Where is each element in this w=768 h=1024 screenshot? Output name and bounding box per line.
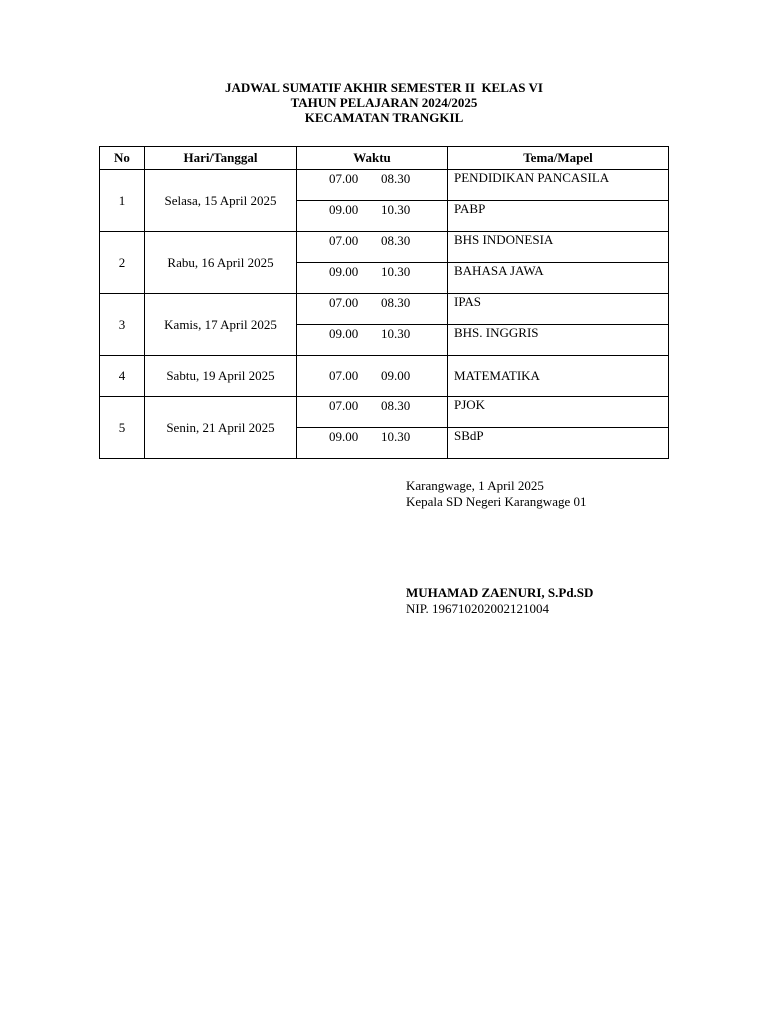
schedule-body: [100, 170, 669, 459]
row-day: Sabtu, 19 April 2025: [145, 356, 297, 397]
time-cell: [297, 170, 448, 201]
subject-cell: [448, 428, 669, 459]
subject-text: BAHASA JAWA: [454, 263, 544, 278]
subject-text: BHS INDONESIA: [454, 232, 554, 247]
row-number: 4: [100, 356, 145, 397]
time-start: 07.00: [329, 295, 359, 310]
time-end: 08.30: [381, 171, 411, 186]
subject-cell: [448, 397, 669, 428]
time-end: 10.30: [381, 429, 411, 444]
subject-cell: [448, 201, 669, 232]
time-cell: [297, 356, 448, 397]
column-header-subject: Tema/Mapel: [448, 147, 669, 170]
title-line-3: KECAMATAN TRANGKIL: [304, 110, 464, 125]
table-row: [100, 170, 669, 201]
time-cell: [297, 397, 448, 428]
time-cell: [297, 232, 448, 263]
signature-name: MUHAMAD ZAENURI, S.Pd.SD: [406, 585, 594, 600]
column-header-day: Hari/Tanggal: [145, 147, 297, 170]
table-row: [100, 356, 669, 397]
subject-cell: [448, 170, 669, 201]
subject-cell: [448, 294, 669, 325]
row-number: 3: [100, 294, 145, 356]
row-day: Senin, 21 April 2025: [145, 397, 297, 459]
signature-nip: NIP. 196710202002121004: [406, 601, 550, 616]
schedule-table: [99, 146, 669, 459]
time-cell: [297, 294, 448, 325]
row-day: Rabu, 16 April 2025: [145, 232, 297, 294]
title-line-2: TAHUN PELAJARAN 2024/2025: [290, 95, 478, 110]
row-number: 2: [100, 232, 145, 294]
column-header-no: No: [100, 147, 145, 170]
time-cell: [297, 263, 448, 294]
subject-text: IPAS: [454, 294, 481, 309]
time-start: 07.00: [329, 398, 359, 413]
time-start: 07.00: [329, 171, 359, 186]
row-day: Selasa, 15 April 2025: [145, 170, 297, 232]
table-row: [100, 232, 669, 263]
subject-text: MATEMATIKA: [454, 368, 540, 383]
time-start: 07.00: [329, 233, 359, 248]
subject-cell: [448, 356, 669, 397]
subject-cell: [448, 325, 669, 356]
time-cell: [297, 201, 448, 232]
signature-position: Kepala SD Negeri Karangwage 01: [406, 494, 587, 509]
time-end: 08.30: [381, 398, 411, 413]
time-start: 09.00: [329, 202, 359, 217]
time-start: 09.00: [329, 264, 359, 279]
signature-block: [406, 478, 593, 617]
time-end: 10.30: [381, 326, 411, 341]
subject-text: BHS. INGGRIS: [454, 325, 539, 340]
table-header-row: [100, 147, 669, 170]
signature-space: [406, 510, 593, 585]
time-end: 09.00: [381, 368, 411, 383]
time-start: 07.00: [329, 368, 359, 383]
subject-text: SBdP: [454, 428, 484, 443]
row-day: Kamis, 17 April 2025: [145, 294, 297, 356]
subject-text: PENDIDIKAN PANCASILA: [454, 170, 610, 185]
time-start: 09.00: [329, 429, 359, 444]
time-cell: [297, 428, 448, 459]
subject-text: PJOK: [454, 397, 486, 412]
subject-text: PABP: [454, 201, 486, 216]
time-end: 10.30: [381, 264, 411, 279]
row-number: 1: [100, 170, 145, 232]
document-title: [0, 80, 768, 125]
table-row: [100, 294, 669, 325]
time-end: 10.30: [381, 202, 411, 217]
time-end: 08.30: [381, 233, 411, 248]
column-header-time: Waktu: [297, 147, 448, 170]
subject-cell: [448, 232, 669, 263]
time-end: 08.30: [381, 295, 411, 310]
signature-place-date: Karangwage, 1 April 2025: [406, 478, 544, 493]
row-number: 5: [100, 397, 145, 459]
subject-cell: [448, 263, 669, 294]
time-cell: [297, 325, 448, 356]
table-row: [100, 397, 669, 428]
time-start: 09.00: [329, 326, 359, 341]
title-line-1: JADWAL SUMATIF AKHIR SEMESTER II KELAS VI: [225, 80, 543, 95]
